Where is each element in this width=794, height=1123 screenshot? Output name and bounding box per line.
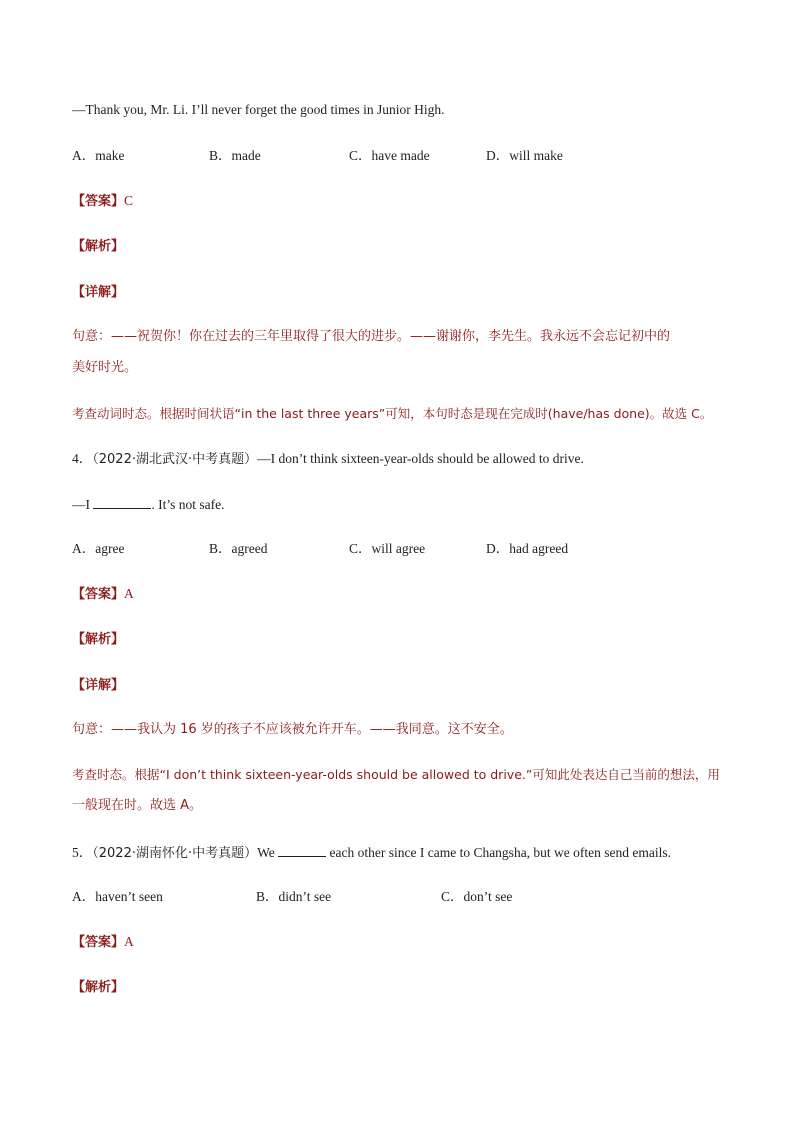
- q3-detail-tag: 【详解】: [72, 285, 125, 300]
- q4-question: —I don’t think sixteen-year-olds should be allowed to drive.: [257, 451, 584, 466]
- q3-meaning-line1: 句意：——祝贺你！你在过去的三年里取得了很大的进步。——谢谢你，李先生。我永远不会忘记初中的: [72, 329, 671, 344]
- answer-value: A: [124, 934, 134, 949]
- q4-source: （2022·湖北武汉·中考真题）: [92, 452, 258, 467]
- q5-option-a: A．haven’t seen: [72, 889, 163, 904]
- q4-option-c: C．will agree: [349, 541, 426, 556]
- answer-value: A: [124, 586, 134, 601]
- q4-stem: [72, 449, 722, 470]
- answer-blank: [93, 494, 151, 509]
- answer-blank: [278, 842, 326, 857]
- q5-analysis-tag: 【解析】: [72, 980, 125, 995]
- q3-option-a: A．make: [72, 148, 125, 163]
- q4-detail-tag: 【详解】: [72, 678, 125, 693]
- q4-meaning: 句意：——我认为 16 岁的孩子不应该被允许开车。——我同意。这不安全。: [72, 722, 513, 737]
- q3-answer: [72, 191, 722, 212]
- q4-option-a: A．agree: [72, 541, 125, 556]
- q5-option-b: B．didn’t see: [256, 889, 332, 904]
- q4-analysis-tag: 【解析】: [72, 632, 125, 647]
- q4-reply: —I . It’s not safe.: [72, 494, 722, 515]
- q4-option-d: D．had agreed: [486, 541, 569, 556]
- q4-explain-line2: 一般现在时。故选 A。: [72, 798, 203, 813]
- q3-option-b: B．made: [209, 148, 261, 163]
- q5-source: （2022·湖南怀化·中考真题）: [92, 846, 258, 861]
- q4-explain-line1: 考查时态。根据“I don’t think sixteen-year-olds should be allowed to drive.”可知此处表达自己当前的想法，用: [72, 767, 720, 782]
- answer-tag: 【答案】: [72, 194, 125, 209]
- q5-answer: [72, 932, 722, 953]
- q3-analysis-tag: 【解析】: [72, 239, 125, 254]
- q4-number: 4．: [72, 451, 93, 466]
- answer-value: C: [124, 193, 134, 208]
- q5-number: 5．: [72, 845, 93, 860]
- answer-tag: 【答案】: [72, 587, 125, 602]
- answer-tag: 【答案】: [72, 935, 125, 950]
- q3-explain: 考查动词时态。根据时间状语“in the last three years”可知，本句时态是现在完成时(have/has done)。故选 C。: [72, 406, 713, 421]
- q3-option-c: C．have made: [349, 148, 430, 163]
- q3-option-d: D．will make: [486, 148, 563, 163]
- q5-stem: 5．（2022·湖南怀化·中考真题）We each other since I came to Changsha, but we often send emails.: [72, 842, 722, 864]
- q3-reply: —Thank you, Mr. Li. I’ll never forget the good times in Junior High.: [72, 102, 445, 117]
- q5-option-c: C．don’t see: [441, 889, 513, 904]
- q4-option-b: B．agreed: [209, 541, 268, 556]
- q4-answer: [72, 584, 722, 605]
- q3-meaning-line2: 美好时光。: [72, 360, 138, 375]
